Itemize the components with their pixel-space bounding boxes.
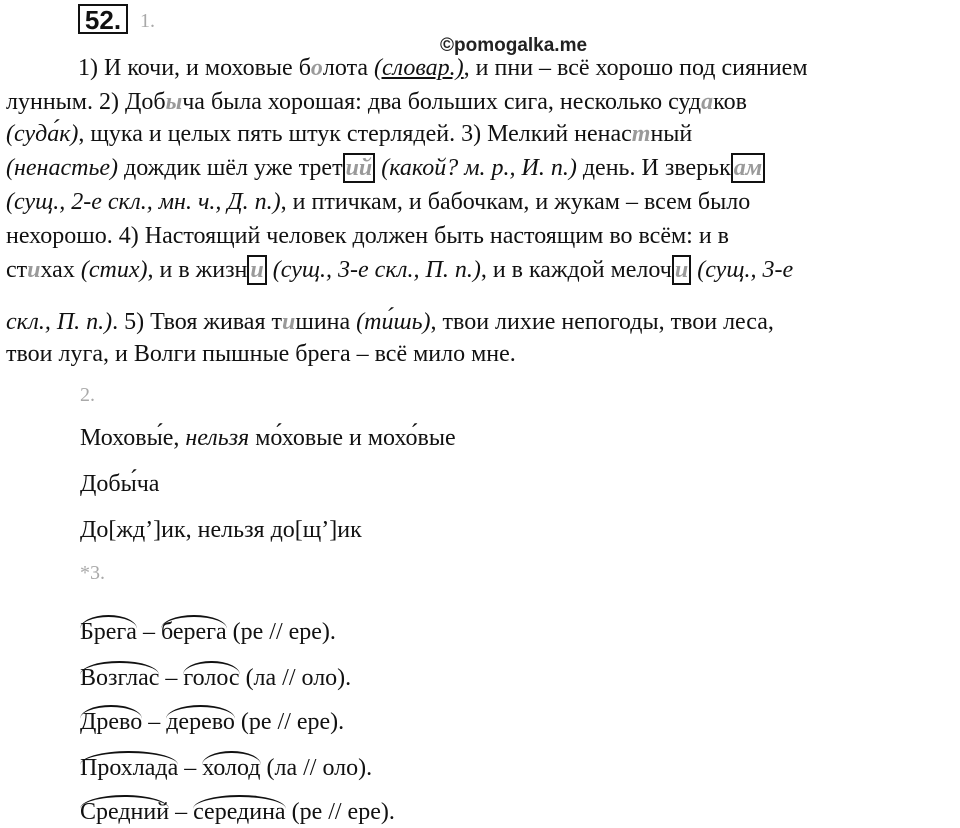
watermark: ©pomogalka.me	[440, 35, 588, 56]
part-3-label: *3.	[80, 562, 105, 584]
part-1-label: 1.	[140, 10, 155, 32]
text-line-9: твои луга, и Волги пышные брега – всё мило мне.	[6, 341, 516, 367]
text-line-8: скл., П. п.). 5) Твоя живая тишина (ти́шь), твои лихие непогоды, твои леса,	[6, 309, 774, 335]
part2-line-1: Моховы́е, нельзя мо́ховые и мохо́вые	[80, 425, 456, 451]
text-line-7: стихах (стих), и в жизн и (сущ., 3-е скл., П. п.), и в каждой мелоч и (сущ., 3-е	[6, 257, 794, 283]
part3-row: Древо – дерево (ре // ере).	[80, 706, 344, 738]
part2-line-2: Добы́ча	[80, 471, 160, 497]
text-line-3: (суда́к), щука и целых пять штук стерлядей. 3) Мелкий ненастный	[6, 121, 693, 147]
exercise-number: 52.	[78, 4, 128, 34]
part3-row: Возглас – голос (ла // оло).	[80, 662, 351, 694]
text-line-5: (сущ., 2-е скл., мн. ч., Д. п.), и птичкам, и бабочкам, и жукам – всем было	[6, 189, 751, 215]
text-line-2: лунным. 2) Добыча была хорошая: два больших сига, несколько судаков	[6, 89, 747, 115]
part-2-label: 2.	[80, 384, 95, 406]
part3-row: Брега – берега (ре // ере).	[80, 616, 336, 648]
part2-line-3: До[жд’]ик, нельзя до[щ’]ик	[80, 517, 362, 543]
text-line-4: (ненастье) дождик шёл уже трет ий (какой? м. р., И. п.) день. И зверьк ам	[6, 152, 765, 184]
text-line-6: нехорошо. 4) Настоящий человек должен быть настоящим во всём: и в	[6, 223, 730, 249]
part3-row: Средний – середина (ре // ере).	[80, 796, 395, 828]
part3-row: Прохлада – холод (ла // оло).	[80, 752, 372, 784]
text-line-1: 1) И кочи, и моховые болота (словар.), и пни – всё хорошо под сиянием	[78, 55, 808, 81]
